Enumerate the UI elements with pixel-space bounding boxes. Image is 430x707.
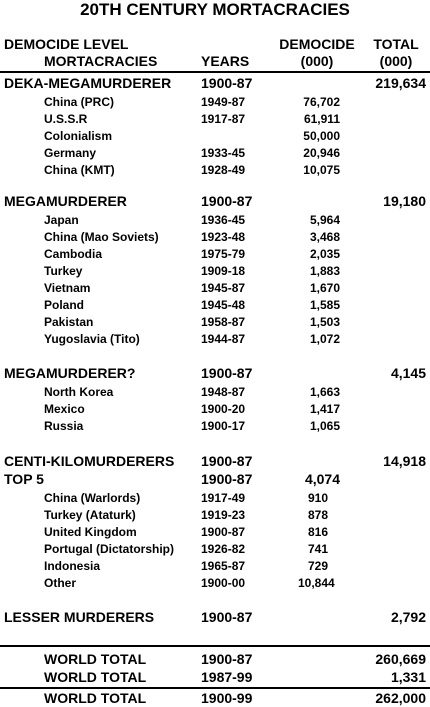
country-years: 1965-87 bbox=[201, 559, 246, 573]
country-years: 1900-17 bbox=[201, 419, 246, 433]
section-label: LESSER MURDERERS bbox=[4, 609, 155, 625]
page-title: 20TH CENTURY MORTACRACIES bbox=[80, 0, 350, 19]
country-years: 1919-23 bbox=[201, 508, 246, 522]
country-name: Vietnam bbox=[44, 281, 91, 295]
country-name: U.S.S.R bbox=[44, 112, 88, 126]
country-democide: 50,000 bbox=[303, 129, 340, 143]
country-democide: 1,585 bbox=[309, 298, 340, 312]
country-democide: 10,075 bbox=[303, 163, 340, 177]
section-label: CENTI-KILOMURDERERS bbox=[4, 453, 175, 469]
country-democide: 816 bbox=[308, 525, 329, 539]
country-years: 1917-87 bbox=[201, 112, 246, 126]
country-name: China (Mao Soviets) bbox=[44, 230, 159, 244]
country-democide: 1,670 bbox=[309, 281, 340, 295]
country-democide: 76,702 bbox=[303, 95, 340, 109]
country-democide: 5,964 bbox=[309, 213, 340, 227]
country-years: 1944-87 bbox=[201, 332, 246, 346]
world-total-label: WORLD TOTAL bbox=[44, 651, 147, 667]
country-years: 1900-87 bbox=[201, 525, 246, 539]
section-years: 1900-87 bbox=[201, 75, 253, 91]
section-total: 219,634 bbox=[375, 75, 426, 91]
world-total-value: 262,000 bbox=[375, 690, 426, 706]
country-years: 1958-87 bbox=[201, 315, 246, 329]
header-years: YEARS bbox=[201, 53, 250, 69]
top5-years: 1900-87 bbox=[201, 471, 253, 487]
top5-label: TOP 5 bbox=[4, 471, 44, 487]
world-total-value: 260,669 bbox=[375, 651, 426, 667]
section-years: 1900-87 bbox=[201, 453, 253, 469]
world-total-years: 1900-99 bbox=[201, 690, 253, 706]
header-democide-level: DEMOCIDE LEVEL bbox=[4, 36, 129, 52]
world-total-years: 1987-99 bbox=[201, 669, 253, 685]
country-name: Other bbox=[44, 576, 77, 590]
country-years: 1975-79 bbox=[201, 247, 246, 261]
country-name: Turkey (Ataturk) bbox=[44, 508, 136, 522]
country-name: China (KMT) bbox=[44, 163, 115, 177]
section-label: MEGAMURDERER bbox=[4, 193, 127, 209]
world-top-rule bbox=[0, 645, 430, 647]
country-years: 1923-48 bbox=[201, 230, 246, 244]
country-years: 1945-48 bbox=[201, 298, 246, 312]
world-mid-rule bbox=[0, 687, 430, 689]
country-democide: 729 bbox=[308, 559, 329, 573]
country-democide: 1,503 bbox=[309, 315, 340, 329]
country-years: 1945-87 bbox=[201, 281, 246, 295]
country-democide: 910 bbox=[308, 491, 329, 505]
section-years: 1900-87 bbox=[201, 365, 253, 381]
header-divider bbox=[0, 71, 430, 73]
section-total: 2,792 bbox=[390, 609, 426, 625]
section-total: 19,180 bbox=[383, 193, 426, 209]
section-total: 4,145 bbox=[390, 365, 426, 381]
country-democide: 741 bbox=[308, 542, 329, 556]
country-democide: 3,468 bbox=[309, 230, 340, 244]
country-years: 1900-20 bbox=[201, 402, 246, 416]
country-name: Yugoslavia (Tito) bbox=[44, 332, 140, 346]
country-name: Poland bbox=[44, 298, 85, 312]
country-years: 1909-18 bbox=[201, 264, 246, 278]
header-total: TOTAL bbox=[373, 36, 419, 52]
world-total-label: WORLD TOTAL bbox=[44, 669, 147, 685]
header-democide-unit: (000) bbox=[300, 53, 334, 69]
country-years: 1949-87 bbox=[201, 95, 246, 109]
country-name: Colonialism bbox=[44, 129, 113, 143]
country-democide: 878 bbox=[308, 508, 329, 522]
country-democide: 20,946 bbox=[303, 146, 340, 160]
country-years: 1926-82 bbox=[201, 542, 246, 556]
country-years: 1933-45 bbox=[201, 146, 246, 160]
world-total-years: 1900-87 bbox=[201, 651, 253, 667]
section-label: MEGAMURDERER? bbox=[4, 365, 136, 381]
section-label: DEKA-MEGAMURDERER bbox=[4, 75, 172, 91]
country-name: Indonesia bbox=[44, 559, 101, 573]
country-years: 1900-00 bbox=[201, 576, 246, 590]
section-years: 1900-87 bbox=[201, 193, 253, 209]
country-democide: 10,844 bbox=[298, 576, 335, 590]
country-name: Cambodia bbox=[44, 247, 103, 261]
country-years: 1928-49 bbox=[201, 163, 246, 177]
section-total: 14,918 bbox=[383, 453, 426, 469]
header-total-unit: (000) bbox=[379, 53, 413, 69]
world-total-label: WORLD TOTAL bbox=[44, 690, 147, 706]
country-years: 1936-45 bbox=[201, 213, 246, 227]
country-name: China (Warlords) bbox=[44, 491, 141, 505]
country-years: 1948-87 bbox=[201, 385, 246, 399]
header-mortacracies: MORTACRACIES bbox=[44, 53, 158, 69]
country-democide: 1,065 bbox=[309, 419, 340, 433]
country-democide: 1,417 bbox=[309, 402, 340, 416]
country-democide: 1,072 bbox=[309, 332, 340, 346]
country-democide: 2,035 bbox=[309, 247, 340, 261]
country-democide: 1,883 bbox=[309, 264, 340, 278]
country-democide: 61,911 bbox=[303, 112, 340, 126]
country-name: China (PRC) bbox=[44, 95, 114, 109]
country-democide: 1,663 bbox=[309, 385, 340, 399]
country-name: Russia bbox=[44, 419, 84, 433]
header-democide: DEMOCIDE bbox=[279, 36, 355, 52]
country-name: Turkey bbox=[44, 264, 83, 278]
country-name: Pakistan bbox=[44, 315, 94, 329]
country-name: Japan bbox=[44, 213, 79, 227]
world-total-value: 1,331 bbox=[390, 669, 426, 685]
country-name: North Korea bbox=[44, 385, 114, 399]
country-name: Germany bbox=[44, 146, 97, 160]
country-name: United Kingdom bbox=[44, 525, 137, 539]
section-years: 1900-87 bbox=[201, 609, 253, 625]
country-years: 1917-49 bbox=[201, 491, 246, 505]
top5-democide: 4,074 bbox=[304, 471, 340, 487]
country-name: Portugal (Dictatorship) bbox=[44, 542, 175, 556]
country-name: Mexico bbox=[44, 402, 85, 416]
